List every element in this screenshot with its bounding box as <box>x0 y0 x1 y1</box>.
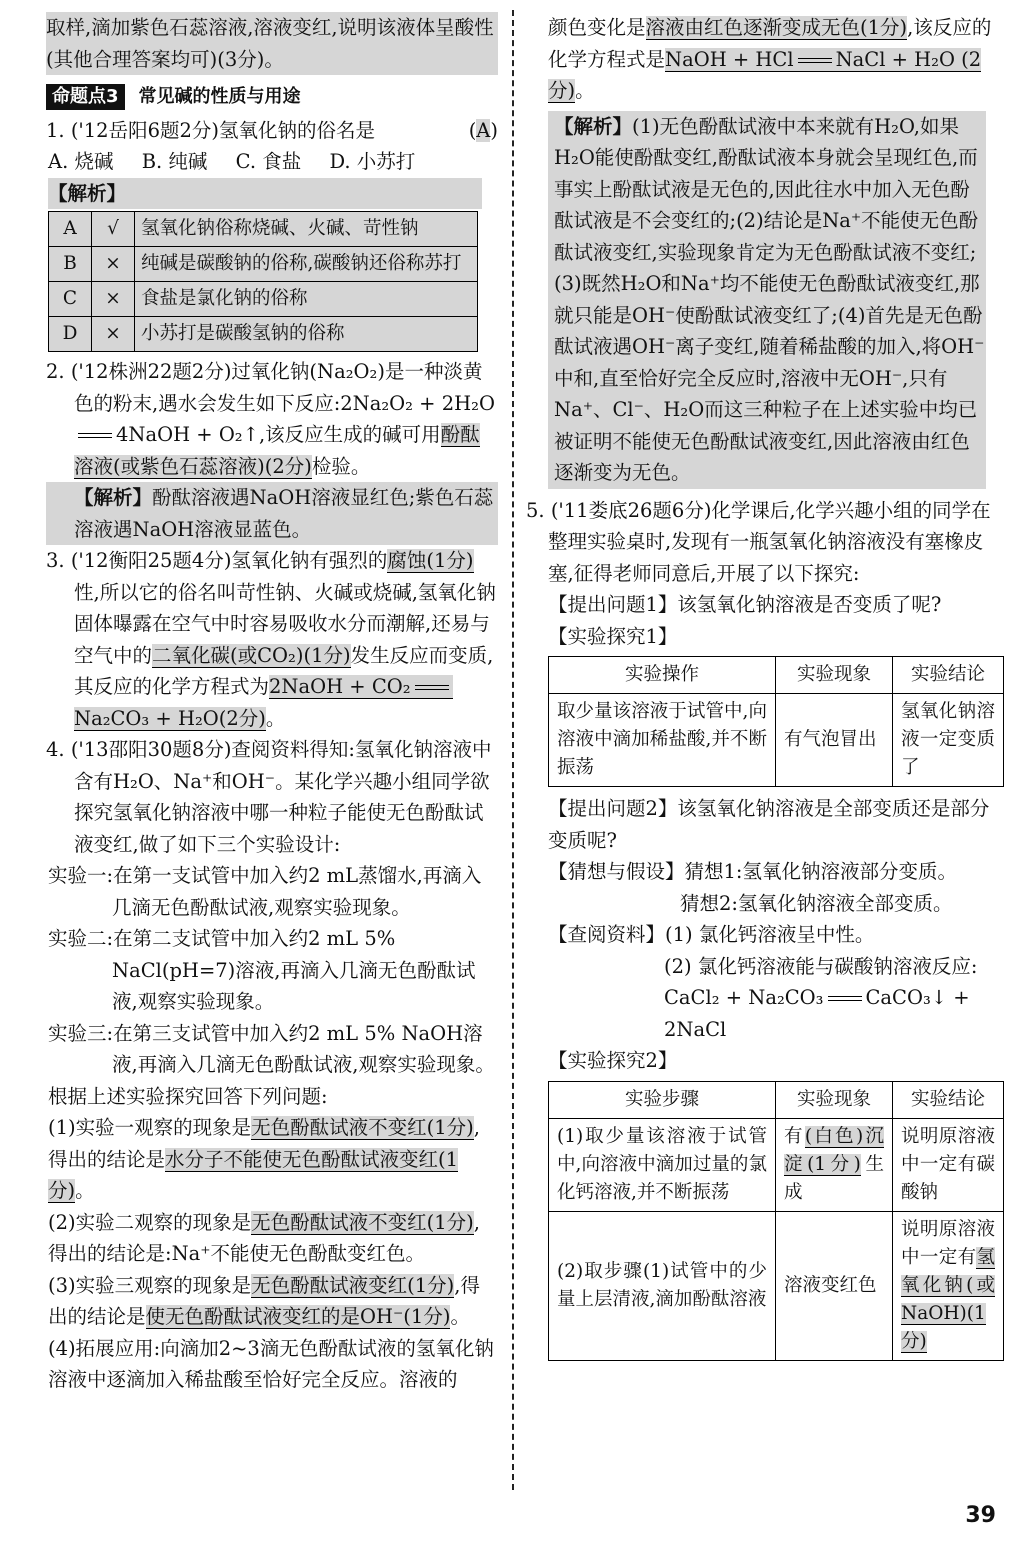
table-header-row: 实验操作 实验现象 实验结论 <box>549 657 1004 694</box>
answer: 酚酞溶液(或紫色石蕊溶液)(2分) <box>74 423 480 478</box>
answer: (白色)沉淀(1分) <box>784 1125 884 1175</box>
question-4-continued: 颜色变化是溶液由红色逐渐变成无色(1分),该反应的化学方程式是NaOH + HCl NaCl + H₂O (2分)。 <box>548 16 992 102</box>
question-4: 4. ('13邵阳30题8分)查阅资料得知:氢氧化钠溶液中含有H₂O、Na⁺和OH⁻。某化学兴趣小组同学欲探究氢氧化钠溶液中哪一种粒子能使无色酚酞试液变红,做了如下三个实验设计: <box>46 738 492 856</box>
equals-sign <box>415 685 449 690</box>
answer: 2NaOH + CO₂Na₂CO₃ + H₂O(2分) <box>74 675 453 731</box>
column-divider <box>512 10 514 1490</box>
table-row: D × 小苏打是碳酸氢钠的俗称 <box>49 317 478 352</box>
question-3: 3. ('12衡阳25题4分)氢氧化钠有强烈的腐蚀(1分)性,所以它的俗名叫苛性钠、火碱或烧碱,氢氧化钠固体曝露在空气中时容易吸收水分而潮解,还易与空气中的二氧化碳(或CO₂)(1分)发生反应而变质,其反应的化学方程式为2NaOH + CO₂Na₂CO₃ + H₂O(2分)。 <box>46 549 496 730</box>
table-row: (1)取少量该溶液于试管中,向溶液中滴加过量的氯化钙溶液,并不断振荡 有(白色)沉淀(1分)生成 说明原溶液中一定有碳酸钠 <box>549 1118 1004 1211</box>
answer-slot: (A) <box>468 118 498 142</box>
experiment-3: 实验三:在第三支试管中加入约2 mL 5% NaOH溶液,再滴入几滴无色酚酞试液,观察实验现象。 <box>48 1021 495 1076</box>
question-4-sub-2: (2)实验二观察的现象是无色酚酞试液不变红(1分),得出的结论是:Na⁺不能使无色酚酞变红色。 <box>48 1210 480 1265</box>
table-row: 取少量该溶液于试管中,向溶液中滴加稀盐酸,并不断振荡 有气泡冒出 氢氧化钠溶液一定变质了 <box>549 694 1004 787</box>
answer: 腐蚀(1分) <box>387 549 474 572</box>
table-row: B × 纯碱是碳酸钠的俗称,碳酸钠还俗称苏打 <box>49 247 478 282</box>
answer: 二氧化碳(或CO₂)(1分) <box>152 643 351 667</box>
option-d: D. 小苏打 <box>329 150 416 173</box>
explore-2: 【实验探究2】 <box>548 1049 678 1072</box>
question-4-sub-1: (1)实验一观察的现象是无色酚酞试液不变红(1分),得出的结论是水分子不能使无色酚酞试液变红(1分)。 <box>48 1116 480 1202</box>
analysis-table <box>48 211 478 352</box>
topic-title: 常见碱的性质与用途 <box>138 86 301 107</box>
right-column <box>526 12 1004 1367</box>
option-c: C. 食盐 <box>235 150 302 173</box>
info-1: 【查阅资料】(1) 氯化钙溶液呈中性。 <box>548 923 875 946</box>
question-4-analysis: 【解析】(1)无色酚酞试液中本来就有H₂O,如果H₂O能使酚酞变红,酚酞试液本身就会呈现红色,而事实上酚酞试液是无色的,因此往水中加入无色酚酞试液是不会变红的;(2)结论是Na⁺不能使无色酚酞试液变红,实验现象肯定为无色酚酞试液不变红;(3)既然H₂O和Na⁺均不能使无色酚酞试液变红,那就只能是OH⁻使酚酞试液变红了;(4)首先是无色酚酞试液遇OH⁻离子变红,随着稀盐酸的加入,将OH⁻中和,直至恰好完全反应时,溶液中无OH⁻,只有Na⁺、Cl⁻、H₂O而这三种粒子在上述实验中均已被证明不能使无色酚酞试液变红,因此溶液由红色逐渐变为无色。 <box>548 111 986 489</box>
question-2: 2. ('12株洲22题2分)过氧化钠(Na₂O₂)是一种淡黄色的粉末,遇水会发生如下反应:2Na₂O₂ + 2H₂O4NaOH + O₂↑,该反应生成的碱可用酚酞溶液(或紫色石蕊溶液)(2分)检验。 <box>46 360 495 478</box>
guess-1: 【猜想与假设】猜想1:氢氧化钠溶液部分变质。 <box>548 860 957 883</box>
page-number: 39 <box>965 1502 996 1528</box>
table-row: (2)取步骤(1)试管中的少量上层清液,滴加酚酞溶液 溶液变红色 说明原溶液中一定有氢氧化钠(或NaOH)(1分) <box>549 1211 1004 1360</box>
experiment-1: 实验一:在第一支试管中加入约2 mL蒸馏水,再滴入几滴无色酚酞试液,观察实验现象。 <box>48 864 482 919</box>
answer: 水分子不能使无色酚酞试液变红(1分) <box>48 1147 459 1202</box>
table-row: C × 食盐是氯化钠的俗称 <box>49 282 478 317</box>
experiment-2: 实验二:在第二支试管中加入约2 mL 5% NaCl(pH=7)溶液,再滴入几滴无色酚酞试液,观察实验现象。 <box>48 927 476 1013</box>
question-2-analysis: 【解析】酚酞溶液遇NaOH溶液显红色;紫色石蕊溶液遇NaOH溶液显蓝色。 <box>46 482 498 545</box>
experiment-table-2 <box>548 1081 1004 1361</box>
answer: 无色酚酞试液不变红(1分) <box>251 1210 474 1234</box>
topic-header <box>46 81 498 113</box>
answer: NaOH + HCl NaCl + H₂O (2分) <box>548 47 982 102</box>
option-b: B. 纯碱 <box>141 150 208 173</box>
left-column <box>46 12 498 1396</box>
equals-sign <box>798 58 832 63</box>
answer: 氢氧化钠(或NaOH)(1分) <box>901 1246 995 1352</box>
info-2: (2) 氯化钙溶液能与碳酸钠溶液反应: <box>664 954 978 978</box>
equals-sign <box>78 433 112 438</box>
problem-2: 【提出问题2】该氢氧化钠溶液是全部变质还是部分变质呢? <box>548 797 990 852</box>
table-header-row: 实验步骤 实验现象 实验结论 <box>549 1081 1004 1118</box>
question-1-options <box>46 146 498 178</box>
topic-box: 命题点3 <box>46 84 125 110</box>
answer: 无色酚酞试液变红(1分) <box>251 1273 455 1297</box>
question-4-ask: 根据上述实验探究回答下列问题: <box>48 1084 328 1108</box>
question-4-sub-3: (3)实验三观察的现象是无色酚酞试液变红(1分),得出的结论是使无色酚酞试液变红的是OH⁻(1分)。 <box>48 1273 480 1328</box>
answer: 无色酚酞试液不变红(1分) <box>251 1116 474 1139</box>
question-4-sub-4: (4)拓展应用:向滴加2~3滴无色酚酞试液的氢氧化钠溶液中逐滴加入稀盐酸至恰好完全反应。溶液的 <box>48 1336 494 1391</box>
option-a: A. 烧碱 <box>48 150 114 173</box>
analysis-label: 【解析】 <box>48 178 482 210</box>
table-row: A √ 氢氧化钠俗称烧碱、火碱、苛性钠 <box>49 212 478 247</box>
question-1-text: ('12岳阳6题2分)氢氧化钠的俗名是 <box>70 118 376 142</box>
guess-2: 猜想2:氢氧化钠溶液全部变质。 <box>680 891 953 915</box>
intro-answer: 取样,滴加紫色石蕊溶液,溶液变红,说明该液体呈酸性(其他合理答案均可)(3分)。 <box>46 12 498 75</box>
problem-1: 【提出问题1】该氢氧化钠溶液是否变质了呢? <box>548 593 942 616</box>
equals-sign <box>828 996 862 1001</box>
explore-1: 【实验探究1】 <box>548 624 678 648</box>
experiment-table-1 <box>548 656 1004 787</box>
question-1: 1. ('12岳阳6题2分)氢氧化钠的俗名是 (A) <box>46 115 498 147</box>
question-5: 5. ('11娄底26题6分)化学课后,化学兴趣小组的同学在整理实验桌时,发现有一瓶氢氧化钠溶液没有塞橡皮塞,征得老师同意后,开展了以下探究: <box>526 498 991 585</box>
answer: 溶液由红色逐渐变成无色(1分) <box>645 16 908 39</box>
answer: 使无色酚酞试液变红的是OH⁻(1分) <box>145 1305 451 1328</box>
reaction-equation: CaCl₂ + Na₂CO₃ CaCO₃↓ + 2NaCl <box>664 986 970 1041</box>
